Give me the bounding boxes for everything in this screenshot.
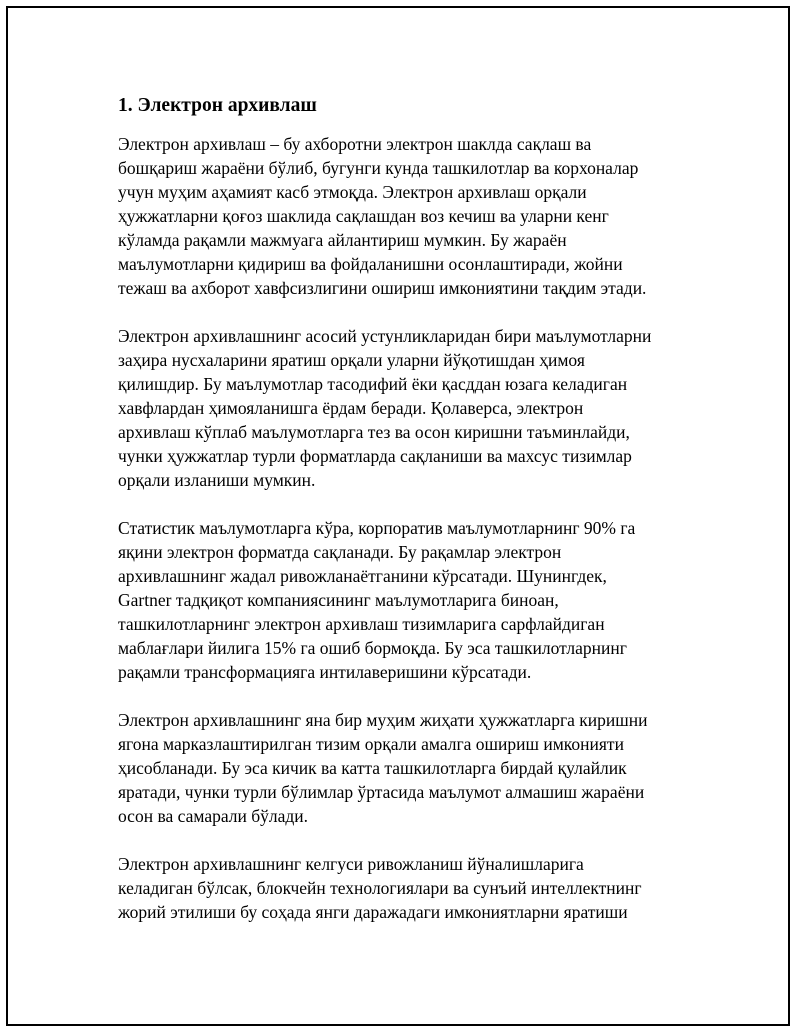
text-line: Электрон архивлашнинг яна бир муҳим жиҳати ҳужжатларга киришни xyxy=(118,710,648,730)
text-line: осон ва самарали бўлади. xyxy=(118,806,309,826)
text-line: Gartner тадқиқот компаниясининг маълумотларига биноан, xyxy=(118,590,559,610)
text-line: ташкилотларнинг электрон архивлаш тизимларига сарфлайдиган xyxy=(118,614,605,634)
paragraph-5 xyxy=(118,852,698,924)
text-line: келадиган бўлсак, блокчейн технологиялари ва сунъий интеллектнинг xyxy=(118,878,642,898)
text-line: яратади, чунки турли бўлимлар ўртасида маълумот алмашиш жараёни xyxy=(118,782,645,802)
text-line: яқини электрон форматда сақланади. Бу рақамлар электрон xyxy=(118,542,562,562)
text-line: жорий этилиши бу соҳада янги даражадаги имкониятларни яратиши xyxy=(118,902,628,922)
text-line: ҳисобланади. Бу эса кичик ва катта ташкилотларга бирдай қулайлик xyxy=(118,758,627,778)
text-line: тежаш ва ахборот хавфсизлигини ошириш имкониятини тақдим этади. xyxy=(118,278,647,298)
text-line: архивлашнинг жадал ривожланаётганини кўрсатади. Шунингдек, xyxy=(118,566,607,586)
text-line: Статистик маълумотларга кўра, корпоратив маълумотларнинг 90% га xyxy=(118,518,636,538)
text-line: қилишдир. Бу маълумотлар тасодифий ёки қасддан юзага келадиган xyxy=(118,374,628,394)
text-line: заҳира нусхаларини яратиш орқали уларни йўқотишдан ҳимоя xyxy=(118,350,585,370)
text-line: маблағлари йилига 15% га ошиб бормоқда. Бу эса ташкилотларнинг xyxy=(118,638,627,658)
text-line: маълумотларни қидириш ва фойдаланишни осонлаштиради, жойни xyxy=(118,254,623,274)
text-line: Электрон архивлашнинг келгуси ривожланиш йўналишларига xyxy=(118,854,584,874)
text-line: кўламда рақамли мажмуага айлантириш мумкин. Бу жараён xyxy=(118,230,567,250)
text-line: Электрон архивлаш – бу ахборотни электрон шаклда сақлаш ва xyxy=(118,134,592,154)
text-line: рақамли трансформацияга интилаверишини кўрсатади. xyxy=(118,662,532,682)
text-line: учун муҳим аҳамият касб этмоқда. Электрон архивлаш орқали xyxy=(118,182,587,202)
text-line: хавфлардан ҳимояланишга ёрдам беради. Қолаверса, электрон xyxy=(118,398,584,418)
paragraph-2 xyxy=(118,324,698,492)
text-line: чунки ҳужжатлар турли форматларда сақланиши ва махсус тизимлар xyxy=(118,446,632,466)
text-line: орқали изланиши мумкин. xyxy=(118,470,316,490)
text-line: бошқариш жараёни бўлиб, бугунги кунда ташкилотлар ва корхоналар xyxy=(118,158,639,178)
paragraph-1 xyxy=(118,132,698,300)
text-line: Электрон архивлашнинг асосий устунликларидан бири маълумотларни xyxy=(118,326,652,346)
paragraph-3 xyxy=(118,516,698,684)
paragraph-4 xyxy=(118,708,698,828)
text-line: ягона марказлаштирилган тизим орқали амалга ошириш имконияти xyxy=(118,734,624,754)
section-heading: 1. Электрон архивлаш xyxy=(118,95,317,116)
text-line: ҳужжатларни қоғоз шаклида сақлашдан воз кечиш ва уларни кенг xyxy=(118,206,609,226)
text-line: архивлаш кўплаб маълумотларга тез ва осон киришни таъминлайди, xyxy=(118,422,630,442)
document-body xyxy=(118,92,698,948)
